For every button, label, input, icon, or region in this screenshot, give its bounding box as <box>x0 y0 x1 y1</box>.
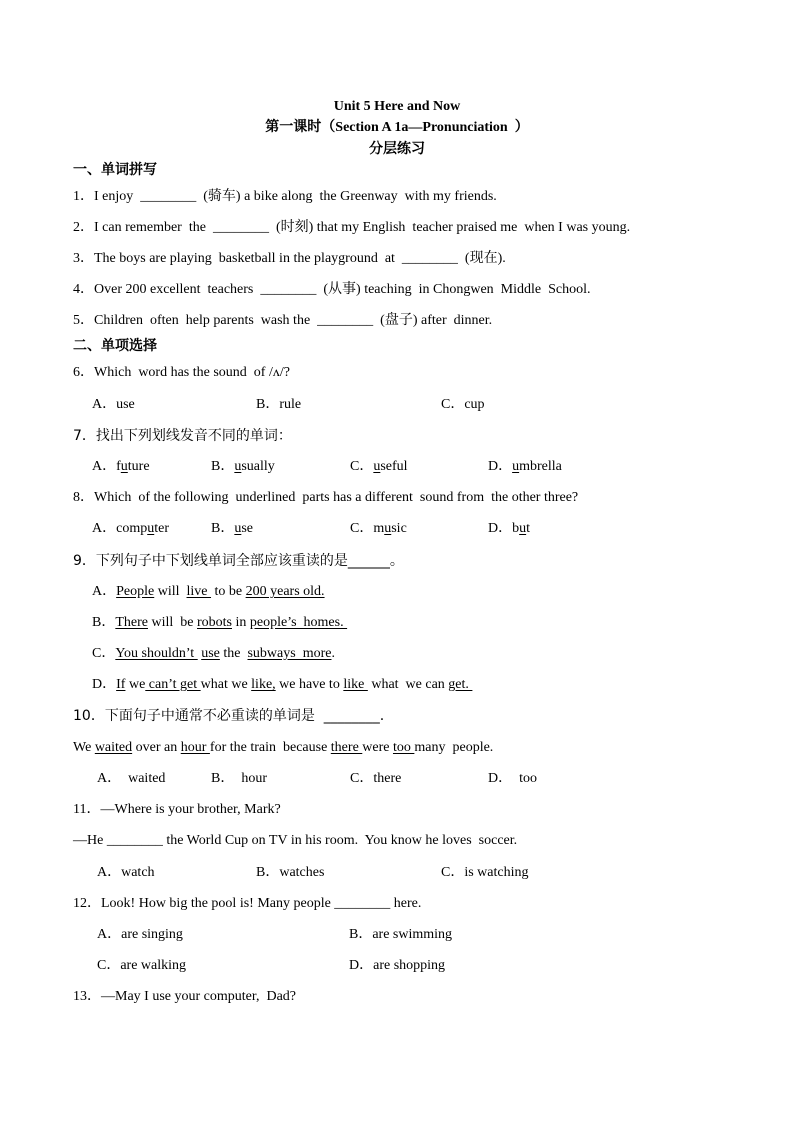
question-11-reply: —He ________ the World Cup on TV in his room. You know he loves soccer. <box>73 833 518 848</box>
question-12-stem: 12．Look! How big the pool is! Many people ________ here. <box>73 896 422 911</box>
lesson-title: 第一课时（Section A 1a—Pronunciation ） <box>265 120 529 135</box>
question-8-option-c: C．music <box>350 521 407 536</box>
question-12-option-b: B．are swimming <box>349 927 453 942</box>
question-7-option-c: C．useful <box>350 459 408 474</box>
question-7-option-d: D．umbrella <box>488 459 562 474</box>
question-7-option-b: B．usually <box>211 459 275 474</box>
question-6-stem: 6．Which word has the sound of /ʌ/? <box>73 365 290 380</box>
question-8-option-b: B．use <box>211 521 254 536</box>
practice-title: 分层练习 <box>369 141 425 157</box>
question-12-option-c: C．are walking <box>97 958 187 973</box>
question-9-option-a: A．People will live to be 200 years old. <box>92 584 325 599</box>
question-9-option-c: C．You shouldn’t use the subways more. <box>92 646 335 661</box>
section2-heading: 二、单项选择 <box>73 338 157 354</box>
question-9-option-b: B．There will be robots in people’s homes. <box>92 615 348 630</box>
question-8-option-d: D．but <box>488 521 531 536</box>
question-11-option-c: C．is watching <box>441 865 529 880</box>
question-6-option-b: B．rule <box>256 397 302 412</box>
question-11-option-a: A．watch <box>97 865 155 880</box>
question-10-option-b: B． hour <box>211 771 267 786</box>
question-8-option-a: A．computer <box>92 521 169 536</box>
question-13-stem: 13．—May I use your computer, Dad? <box>73 989 296 1004</box>
question-10-stem: 10．下面句子中通常不必重读的单词是 ________. <box>73 708 385 724</box>
question-7-option-a: A．future <box>92 459 150 474</box>
spelling-item-5: 5．Children often help parents wash the ________ (盘子) after dinner. <box>73 313 493 328</box>
question-10-option-a: A． waited <box>97 771 166 786</box>
question-6-option-a: A．use <box>92 397 135 412</box>
unit-title: Unit 5 Here and Now <box>333 99 461 114</box>
question-10-sentence: We waited over an hour for the train because there were too many people. <box>73 740 494 755</box>
question-12-option-d: D．are shopping <box>349 958 446 973</box>
question-7-stem: 7．找出下列划线发音不同的单词： <box>73 428 292 444</box>
question-6-option-c: C．cup <box>441 397 485 412</box>
question-10-option-c: C．there <box>350 771 402 786</box>
question-11-stem: 11．—Where is your brother, Mark? <box>73 802 281 817</box>
question-8-stem: 8．Which of the following underlined parts has a different sound from the other three? <box>73 490 579 505</box>
question-11-option-b: B．watches <box>256 865 325 880</box>
question-9-stem: 9．下列句子中下划线单词全部应该重读的是______。 <box>73 553 404 569</box>
spelling-item-3: 3．The boys are playing basketball in the playground at ________ (现在). <box>73 251 506 266</box>
spelling-item-4: 4．Over 200 excellent teachers ________ (从事) teaching in Chongwen Middle School. <box>73 282 591 297</box>
section1-heading: 一、单词拼写 <box>73 162 157 178</box>
spelling-item-1: 1．I enjoy ________ (骑车) a bike along the Greenway with my friends. <box>73 189 497 204</box>
question-10-option-d: D． too <box>488 771 537 786</box>
question-9-option-d: D．If we can’t get what we like, we have to like what we can get. <box>92 677 473 692</box>
question-12-option-a: A．are singing <box>97 927 183 942</box>
spelling-item-2: 2．I can remember the ________ (时刻) that my English teacher praised me when I was young. <box>73 220 631 235</box>
